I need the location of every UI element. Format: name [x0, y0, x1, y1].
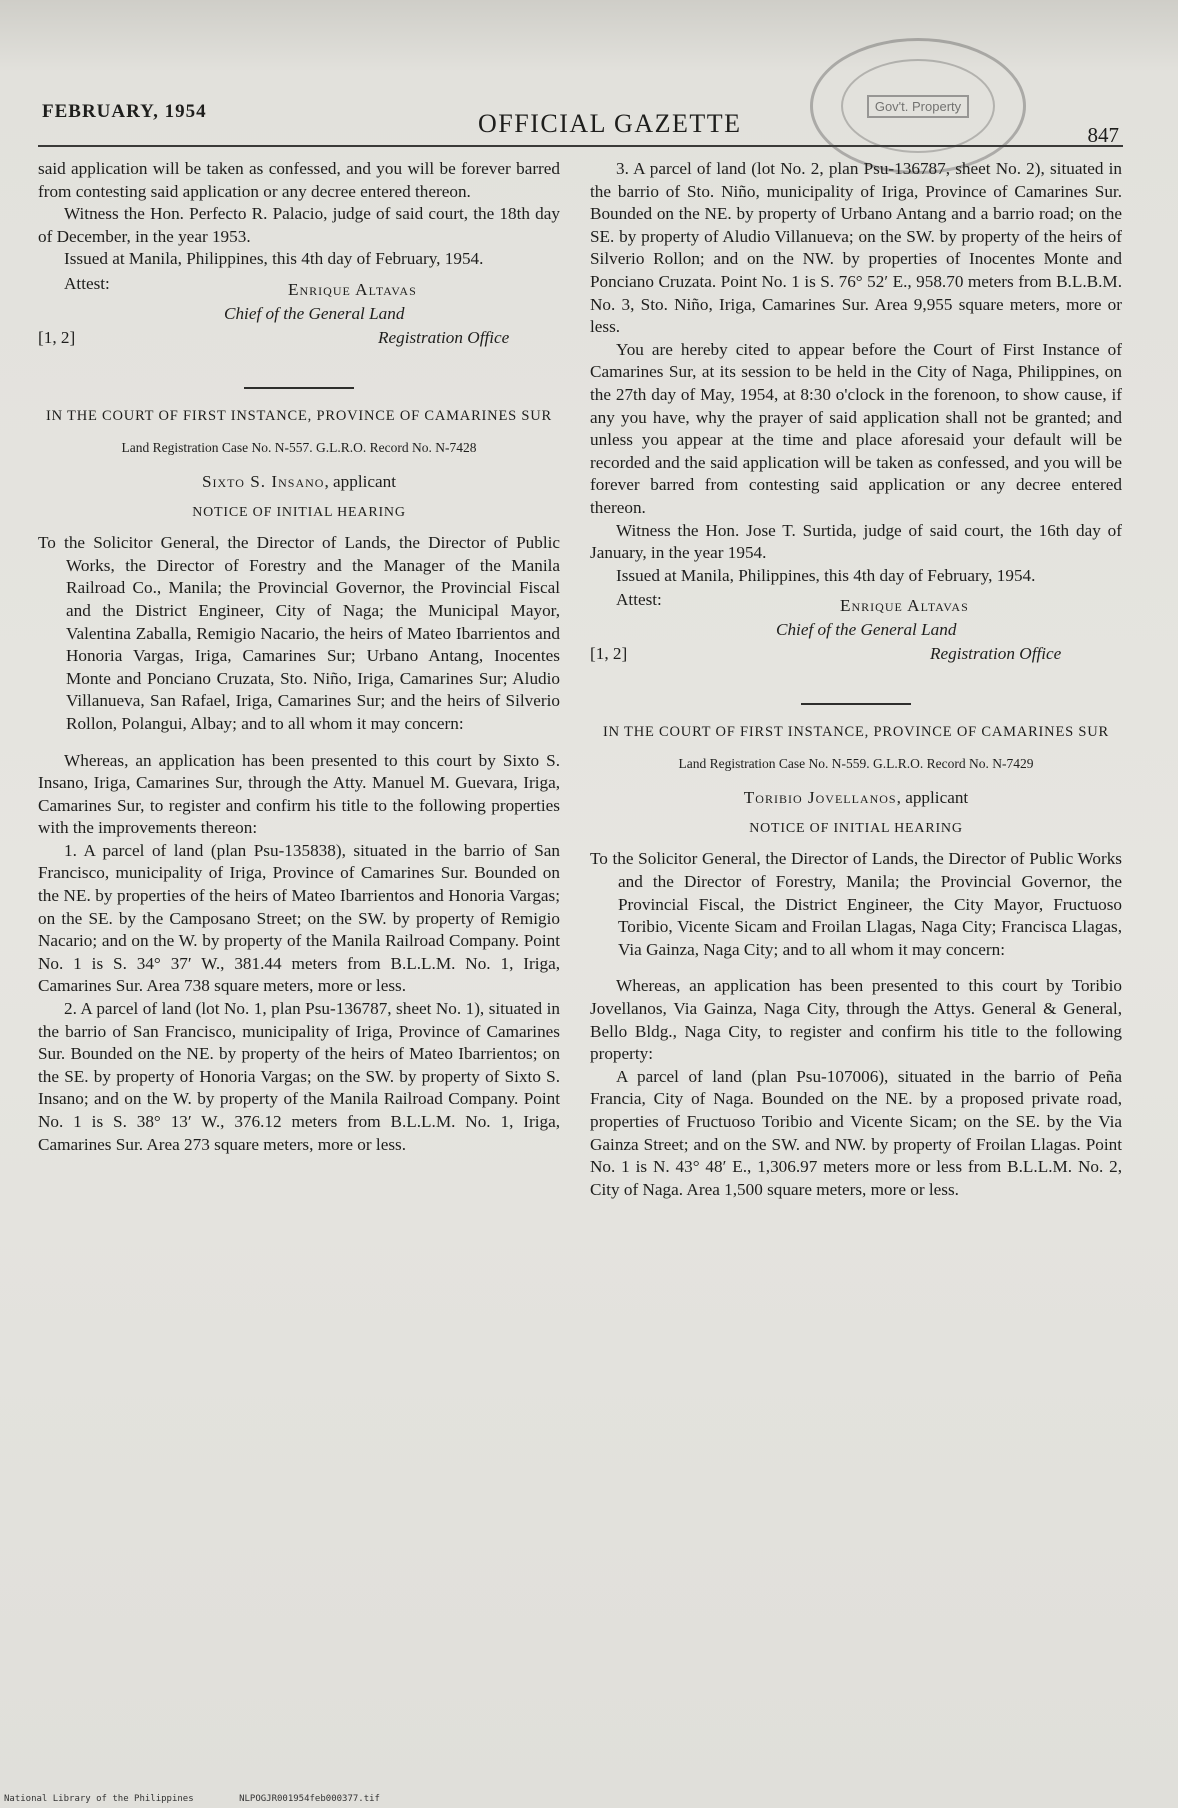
court-heading: IN THE COURT OF FIRST INSTANCE, PROVINCE OF CAMARINES SUR [602, 724, 1110, 741]
section-divider [801, 703, 911, 705]
page-number: 847 [1087, 123, 1119, 147]
attest-title-line1: Chief of the General Land [776, 620, 957, 640]
left-attest-block [38, 273, 560, 369]
applicant-line [590, 787, 1122, 810]
attest-name: Enrique Altavas [840, 596, 969, 616]
parcel-paragraph: A parcel of land (plan Psu-107006), situated in the barrio of Peña Francia, City of Naga. Bounded on the NE. by a proposed private road, properties of Fructuoso Toribio and Vicente Sicam; on the SE. by the Via Gainza Street; and on the SW. and NW. by property of Froilan Llagas. Point No. 1 is N. 43° 48′ E., 1,306.97 meters more or less from B.L.L.M. No. 2, City of Naga. Area 1,500 square meters, more or less. [590, 1066, 1122, 1199]
notice-heading: NOTICE OF INITIAL HEARING [192, 504, 406, 520]
applicant-suffix: , applicant [324, 471, 397, 491]
notice-addressees: To the Solicitor General, the Director of Lands, the Director of Public Works and the Director of Forestry, Manila; the Provincial Governor, the Provincial Fiscal, the District Engineer, the City Mayor, Fructuoso Toribio, Vicente Sicam and Froilan Llagas, Naga City; Francisca Llagas, Via Gainza, Naga City; and to all whom it may concern: [590, 849, 1122, 959]
attest-title-line2: Registration Office [930, 644, 1062, 664]
attest-title-line2: Registration Office [378, 327, 510, 347]
attest-reference: [1, 2] [590, 644, 628, 664]
left-column [38, 158, 560, 1156]
scan-footer [4, 1794, 420, 1804]
attest-reference: [1, 2] [38, 327, 76, 347]
case-number: Land Registration Case No. N-559. G.L.R.O. Record No. N-7429 [678, 756, 1034, 772]
cited-paragraph: You are hereby cited to appear before the Court of First Instance of Camarines Sur, at its session to be held in the City of Naga, Philippines, on the 27th day of May, 1954, at 8:30 o'clock in the forenoon, to show cause, if any you have, why the prayer of said application shall not be granted; and unless you appear at the time and place aforesaid your default will be recorded and the said application will be taken as confessed, and you will be forever barred from contesting said application or any decree entered thereon. [590, 339, 1122, 517]
right-issued-paragraph: Issued at Manila, Philippines, this 4th day of February, 1954. [616, 565, 1036, 585]
applicant-name: Toribio Jovellanos [743, 788, 897, 808]
right-column [590, 158, 1122, 1201]
attest-title-line1: Chief of the General Land [224, 303, 405, 323]
whereas-paragraph: Whereas, an application has been presented to this court by Sixto S. Insano, Iriga, Camarines Sur, through the Atty. Manuel M. Guevara, Iriga, Camarines Sur, to register and confirm his title to the following properties with the improvements thereon: [38, 750, 560, 838]
left-intro-paragraph: said application will be taken as confessed, and you will be forever barred from contesting said application or any decree entered thereon. [38, 159, 560, 201]
attest-label: Attest: [64, 273, 110, 293]
attest-label: Attest: [616, 590, 662, 610]
whereas-paragraph: Whereas, an application has been presented to this court by Toribio Jovellanos, Via Gainza, Naga City, through the Attys. General & General, Bello Bldg., Naga City, to register and confirm his title to the following property: [590, 976, 1122, 1064]
stamp-label: Gov't. Property [867, 95, 969, 118]
notice-heading: NOTICE OF INITIAL HEARING [749, 820, 963, 836]
notice-addressees: To the Solicitor General, the Director of Lands, the Director of Public Works, the Director of Forestry and the Manager of the Manila Railroad Co., Manila; the Provincial Governor, the Provincial Fiscal and the District Engineer, City of Naga; the Municipal Mayor, Valentina Zaballa, Remigio Nacario, the heirs of Mateo Ibarrientos and Honoria Vargas, Iriga, Camarines Sur; Urbano Antang, Inocentes Monte and Ponciano Cruzata, Sto. Niño, Iriga, Camarines Sur; Aludio Villanueva, San Rafael, Iriga, Camarines Sur; and the heirs of Silverio Rollon, Polangui, Albay; and to all whom it may concern: [38, 533, 560, 733]
parcel-1-paragraph: 1. A parcel of land (plan Psu-135838), situated in the barrio of San Francisco, municipality of Iriga, Province of Camarines Sur. Bounded on the NE. by properties of the heirs of Mateo Ibarrientos and Honoria Vargas; on the SE. by the Camposano Street; on the SW. by property of Remigio Nacario; and on the W. by property of the Manila Railroad Company. Point No. 1 is S. 34° 37′ W., 381.44 meters from B.L.L.M. No. 1, Iriga, Camarines Sur. Area 738 square meters, more or less. [38, 840, 560, 996]
header-title: OFFICIAL GAZETTE [478, 109, 742, 138]
applicant-line [38, 471, 560, 494]
footer-file: NLPOGJR001954feb000377.tif [239, 1794, 380, 1804]
header-date: FEBRUARY, 1954 [42, 101, 207, 122]
left-issued-paragraph: Issued at Manila, Philippines, this 4th day of February, 1954. [64, 249, 484, 269]
case-number: Land Registration Case No. N-557. G.L.R.O. Record No. N-7428 [121, 439, 477, 455]
left-witness-paragraph: Witness the Hon. Perfecto R. Palacio, judge of said court, the 18th day of December, in the year 1953. [38, 204, 560, 246]
right-witness-paragraph: Witness the Hon. Jose T. Surtida, judge of said court, the 16th day of January, in the year 1954. [590, 520, 1122, 563]
stamp-inner-ring [841, 59, 995, 153]
attest-name: Enrique Altavas [288, 279, 417, 299]
court-heading: IN THE COURT OF FIRST INSTANCE, PROVINCE OF CAMARINES SUR [45, 407, 553, 424]
applicant-name: Sixto S. Insano [201, 471, 325, 491]
parcel-3-paragraph: 3. A parcel of land (lot No. 2, plan Psu-136787, sheet No. 2), situated in the barrio of Sto. Niño, municipality of Iriga, Province of Camarines Sur. Bounded on the NE. by property of Urbano Antang and a barrio road; on the SE. by property of Aludio Villanueva; on the SW. by property of the heirs of Silverio Rollon; and on the NW. by properties of Inocentes Monte and Ponciano Cruzata. Point No. 1 is S. 76° 52′ E., 958.70 meters from B.L.B.M. No. 3, Sto. Niño, Iriga, Camarines Sur. Area 9,955 square meters, more or less. [590, 159, 1122, 337]
footer-library: National Library of the Philippines [4, 1794, 194, 1804]
parcel-2-paragraph: 2. A parcel of land (lot No. 1, plan Psu-136787, sheet No. 1), situated in the barrio of San Francisco, municipality of Iriga, Province of Camarines Sur. Bounded on the NE. by property of the heirs of Mateo Ibarrientos; on the SE. by property of Honoria Vargas; on the SW. by property of Sixto S. Insano; and on the W. by property of the Manila Railroad Company. Point No. 1 is S. 38° 13′ W., 376.12 meters from B.L.L.M. No. 1, Iriga, Camarines Sur. Area 273 square meters, more or less. [38, 999, 560, 1154]
applicant-suffix: , applicant [896, 788, 969, 808]
section-divider [244, 387, 354, 389]
property-stamp [810, 38, 1026, 174]
right-attest-block [590, 589, 1122, 685]
